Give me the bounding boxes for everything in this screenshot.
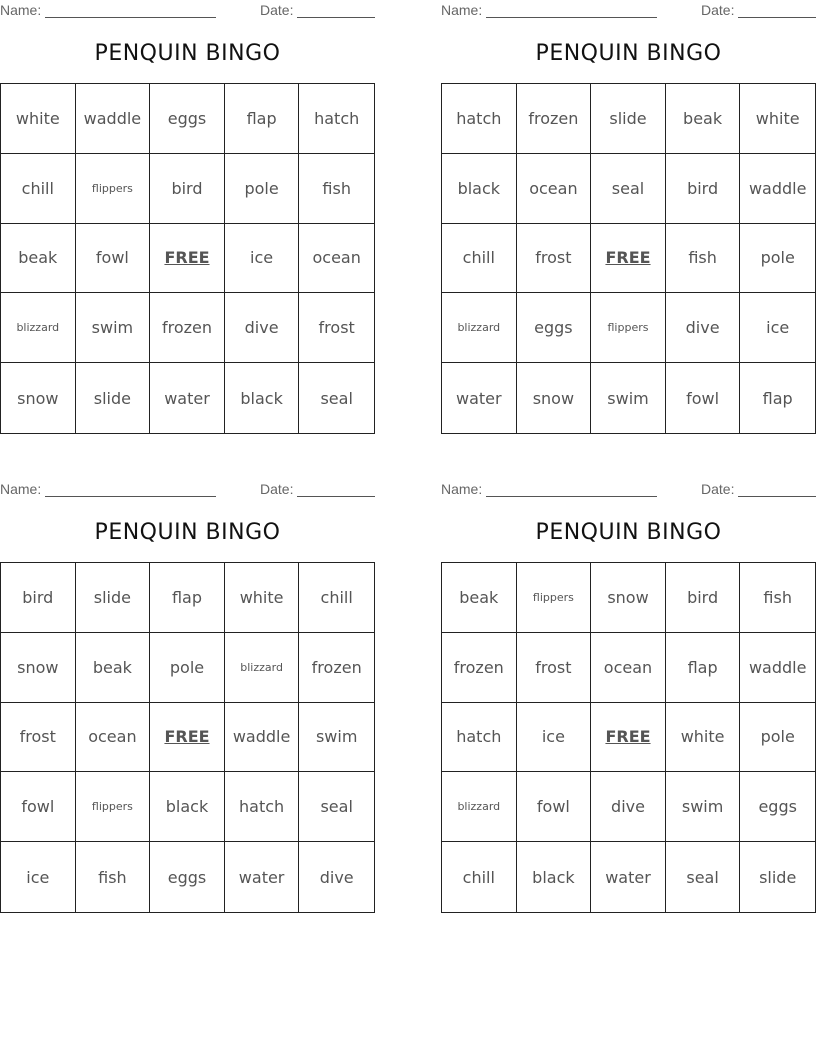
bingo-cell[interactable]: snow	[517, 363, 592, 433]
name-field-line[interactable]	[486, 496, 657, 497]
bingo-cell[interactable]: hatch	[442, 84, 517, 154]
bingo-card	[0, 0, 375, 434]
bingo-cell[interactable]: snow	[591, 563, 666, 633]
bingo-cell[interactable]: chill	[299, 563, 374, 633]
bingo-cell[interactable]: dive	[591, 772, 666, 842]
bingo-cell[interactable]: frost	[299, 293, 374, 363]
bingo-card	[441, 0, 816, 434]
bingo-cell[interactable]: flippers	[591, 293, 666, 363]
bingo-cell[interactable]: fowl	[1, 772, 76, 842]
name-field-line[interactable]	[45, 496, 216, 497]
bingo-cell[interactable]: hatch	[442, 703, 517, 773]
bingo-cell[interactable]: eggs	[150, 842, 225, 912]
bingo-grid	[441, 562, 816, 913]
bingo-cell[interactable]: beak	[1, 224, 76, 294]
bingo-cell[interactable]: eggs	[740, 772, 815, 842]
bingo-cell[interactable]: frozen	[299, 633, 374, 703]
bingo-cell[interactable]: swim	[76, 293, 151, 363]
bingo-cell[interactable]: ice	[740, 293, 815, 363]
bingo-cell[interactable]: fowl	[666, 363, 741, 433]
bingo-cell[interactable]: hatch	[225, 772, 300, 842]
bingo-cell[interactable]: eggs	[517, 293, 592, 363]
bingo-cell[interactable]: flippers	[76, 772, 151, 842]
card-header	[0, 2, 375, 20]
bingo-cell[interactable]: water	[150, 363, 225, 433]
bingo-cell[interactable]: flippers	[76, 154, 151, 224]
bingo-cell[interactable]: blizzard	[442, 772, 517, 842]
date-label: Date:	[260, 2, 294, 18]
bingo-cell[interactable]: beak	[76, 633, 151, 703]
date-label: Date:	[260, 481, 294, 497]
bingo-cell[interactable]: ice	[517, 703, 592, 773]
bingo-cell[interactable]: chill	[1, 154, 76, 224]
free-space[interactable]: FREE	[591, 703, 666, 773]
bingo-cell[interactable]: fish	[666, 224, 741, 294]
card-title: PENQUIN BINGO	[94, 520, 281, 545]
free-space[interactable]: FREE	[591, 224, 666, 294]
bingo-cell[interactable]: dive	[225, 293, 300, 363]
date-field-line[interactable]	[297, 496, 375, 497]
card-header	[0, 481, 375, 499]
date-field-line[interactable]	[738, 496, 816, 497]
bingo-grid	[0, 83, 375, 434]
bingo-cell[interactable]: frozen	[442, 633, 517, 703]
bingo-cell[interactable]: waddle	[740, 633, 815, 703]
bingo-cell[interactable]: pole	[225, 154, 300, 224]
bingo-cell[interactable]: frost	[1, 703, 76, 773]
free-space[interactable]: FREE	[150, 703, 225, 773]
name-label: Name:	[441, 481, 483, 497]
bingo-cell[interactable]: ocean	[299, 224, 374, 294]
bingo-cell[interactable]: frost	[517, 633, 592, 703]
bingo-cell[interactable]: waddle	[225, 703, 300, 773]
bingo-cell[interactable]: beak	[442, 563, 517, 633]
bingo-cell[interactable]: dive	[319, 867, 354, 887]
bingo-cell[interactable]: snow	[1, 363, 76, 433]
bingo-cell[interactable]: chill	[442, 224, 517, 294]
bingo-cell[interactable]: bird	[666, 563, 741, 633]
bingo-cell[interactable]: water	[591, 842, 666, 912]
bingo-cell[interactable]: ice	[225, 224, 300, 294]
bingo-cell[interactable]: black	[225, 363, 300, 433]
bingo-cell[interactable]: pole	[740, 703, 815, 773]
bingo-cell[interactable]: blizzard	[442, 293, 517, 363]
bingo-cell[interactable]: frozen	[150, 293, 225, 363]
bingo-cell[interactable]: flippers	[517, 563, 592, 633]
bingo-cell[interactable]: seal	[591, 154, 666, 224]
bingo-cell[interactable]: flap	[150, 563, 225, 633]
bingo-cell[interactable]: fish	[76, 842, 151, 912]
bingo-cell[interactable]: water	[225, 842, 300, 912]
bingo-cell[interactable]: seal	[666, 842, 741, 912]
card-title: PENQUIN BINGO	[535, 41, 722, 66]
bingo-cell[interactable]: bird	[1, 563, 76, 633]
bingo-cell[interactable]: white	[740, 84, 815, 154]
bingo-cell[interactable]: swim	[591, 363, 666, 433]
bingo-card	[0, 479, 375, 913]
name-label: Name:	[0, 481, 42, 497]
bingo-cell[interactable]: slide	[76, 563, 151, 633]
bingo-cell[interactable]: seal	[320, 388, 353, 408]
card-title: PENQUIN BINGO	[94, 41, 281, 66]
bingo-cell[interactable]: waddle	[740, 154, 815, 224]
bingo-cell[interactable]: eggs	[150, 84, 225, 154]
bingo-cell[interactable]: slide	[591, 84, 666, 154]
date-label: Date:	[701, 481, 735, 497]
bingo-cell[interactable]: hatch	[299, 84, 374, 154]
date-field-line[interactable]	[297, 17, 375, 18]
bingo-cell[interactable]: water	[442, 363, 517, 433]
bingo-cell[interactable]: ice	[1, 842, 76, 912]
bingo-cell[interactable]: blizzard	[1, 293, 76, 363]
bingo-cell[interactable]: fowl	[517, 772, 592, 842]
name-field-line[interactable]	[45, 17, 216, 18]
bingo-cell[interactable]: white	[225, 563, 300, 633]
bingo-cell[interactable]: frost	[517, 224, 592, 294]
bingo-cell[interactable]: chill	[442, 842, 517, 912]
bingo-cell[interactable]: ocean	[517, 154, 592, 224]
bingo-cell[interactable]: swim	[299, 703, 374, 773]
card-title: PENQUIN BINGO	[535, 520, 722, 545]
card-header	[441, 481, 816, 499]
bingo-cell[interactable]: slide	[759, 867, 797, 887]
bingo-cell[interactable]: flap	[666, 633, 741, 703]
bingo-cell[interactable]: frozen	[517, 84, 592, 154]
bingo-cell[interactable]: black	[517, 842, 592, 912]
bingo-cell[interactable]: fish	[740, 563, 815, 633]
bingo-cell[interactable]: pole	[150, 633, 225, 703]
bingo-card	[441, 479, 816, 913]
bingo-cell[interactable]: waddle	[76, 84, 151, 154]
bingo-cell[interactable]: dive	[666, 293, 741, 363]
bingo-cell[interactable]: fowl	[76, 224, 151, 294]
bingo-cell[interactable]: bird	[150, 154, 225, 224]
bingo-cell[interactable]: beak	[666, 84, 741, 154]
bingo-cell[interactable]: flap	[225, 84, 300, 154]
bingo-cell[interactable]: bird	[666, 154, 741, 224]
bingo-cell[interactable]: white	[1, 84, 76, 154]
bingo-cell[interactable]: black	[442, 154, 517, 224]
bingo-cell[interactable]: ocean	[76, 703, 151, 773]
bingo-cell[interactable]: slide	[76, 363, 151, 433]
date-field-line[interactable]	[738, 17, 816, 18]
free-space[interactable]: FREE	[150, 224, 225, 294]
bingo-cell[interactable]: seal	[299, 772, 374, 842]
bingo-cell[interactable]: blizzard	[225, 633, 300, 703]
name-label: Name:	[0, 2, 42, 18]
bingo-cell[interactable]: white	[666, 703, 741, 773]
bingo-cell[interactable]: ocean	[591, 633, 666, 703]
card-header	[441, 2, 816, 20]
date-label: Date:	[701, 2, 735, 18]
bingo-cell[interactable]: fish	[299, 154, 374, 224]
name-label: Name:	[441, 2, 483, 18]
bingo-cell[interactable]: swim	[666, 772, 741, 842]
bingo-cell[interactable]: snow	[1, 633, 76, 703]
name-field-line[interactable]	[486, 17, 657, 18]
bingo-cell[interactable]: black	[150, 772, 225, 842]
bingo-cell[interactable]: flap	[762, 388, 793, 408]
bingo-grid	[0, 562, 375, 913]
bingo-grid	[441, 83, 816, 434]
bingo-cell[interactable]: pole	[740, 224, 815, 294]
